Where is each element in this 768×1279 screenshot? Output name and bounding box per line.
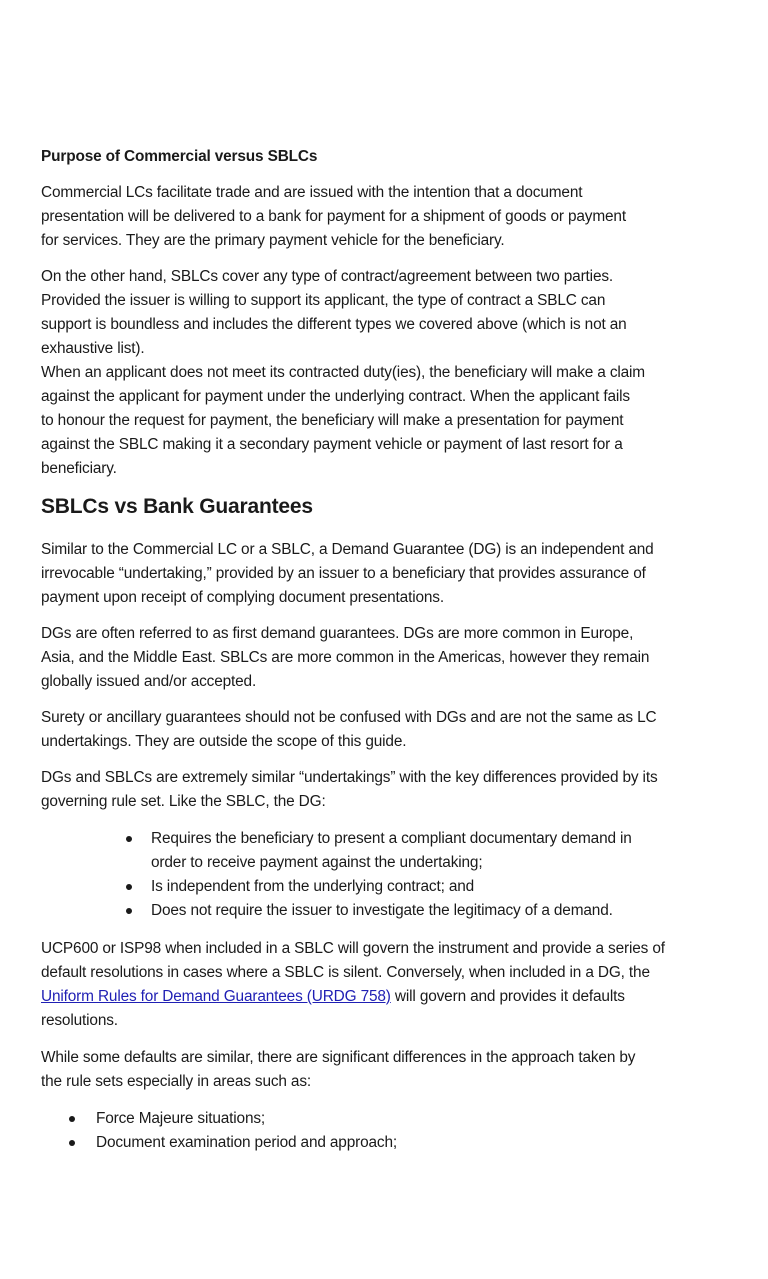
list-item-text: Is independent from the underlying contract; and bbox=[151, 878, 475, 895]
text-line: Similar to the Commercial LC or a SBLC, a Demand Guarantee (DG) is an independent and bbox=[41, 541, 654, 558]
list-item-text: Document examination period and approach; bbox=[96, 1134, 398, 1151]
text-line: to honour the request for payment, the beneficiary will make a presentation for payment bbox=[41, 412, 624, 429]
bullet-icon bbox=[126, 836, 132, 842]
text-line: for services. They are the primary payment vehicle for the beneficiary. bbox=[41, 232, 505, 249]
text-line: exhaustive list). bbox=[41, 340, 145, 357]
text-line: DGs and SBLCs are extremely similar “undertakings” with the key differences provided by its bbox=[41, 769, 658, 786]
text-line: Surety or ancillary guarantees should not be confused with DGs and are not the same as LC bbox=[41, 709, 657, 726]
urdg-758-link[interactable]: Uniform Rules for Demand Guarantees (URDG 758) bbox=[41, 988, 391, 1005]
text-line: payment upon receipt of complying document presentations. bbox=[41, 589, 444, 606]
list-item-text: Does not require the issuer to investigate the legitimacy of a demand. bbox=[151, 902, 613, 919]
text-line: While some defaults are similar, there are significant differences in the approach taken by bbox=[41, 1049, 636, 1066]
text-line: against the SBLC making it a secondary payment vehicle or payment of last resort for a bbox=[41, 436, 623, 453]
text-line: UCP600 or ISP98 when included in a SBLC will govern the instrument and provide a series of bbox=[41, 940, 665, 957]
heading-sblcs-vs-bank-guarantees: SBLCs vs Bank Guarantees bbox=[41, 495, 313, 518]
text-line: DGs are often referred to as first demand guarantees. DGs are more common in Europe, bbox=[41, 625, 634, 642]
subheading-purpose: Purpose of Commercial versus SBLCs bbox=[41, 148, 318, 165]
bullet-icon bbox=[69, 1140, 75, 1146]
text-line: presentation will be delivered to a bank for payment for a shipment of goods or payment bbox=[41, 208, 626, 225]
text-fragment: will govern and provides it defaults bbox=[390, 988, 625, 1005]
text-line: irrevocable “undertaking,” provided by an issuer to a beneficiary that provides assurance of bbox=[41, 565, 646, 582]
text-line: against the applicant for payment under the underlying contract. When the applicant fails bbox=[41, 388, 630, 405]
text-line: Commercial LCs facilitate trade and are issued with the intention that a document bbox=[41, 184, 583, 201]
text-line: Provided the issuer is willing to support its applicant, the type of contract a SBLC can bbox=[41, 292, 606, 309]
list-item-text: Requires the beneficiary to present a compliant documentary demand in bbox=[151, 830, 632, 847]
text-line: support is boundless and includes the different types we covered above (which is not an bbox=[41, 316, 627, 333]
text-line: resolutions. bbox=[41, 1012, 118, 1029]
text-line: the rule sets especially in areas such as: bbox=[41, 1073, 312, 1090]
list-item-text: Force Majeure situations; bbox=[96, 1110, 266, 1127]
text-line: On the other hand, SBLCs cover any type of contract/agreement between two parties. bbox=[41, 268, 614, 285]
text-line: beneficiary. bbox=[41, 460, 117, 477]
text-line: governing rule set. Like the SBLC, the DG: bbox=[41, 793, 326, 810]
text-line: globally issued and/or accepted. bbox=[41, 673, 257, 690]
text-line: Asia, and the Middle East. SBLCs are more common in the Americas, however they remain bbox=[41, 649, 650, 666]
bullet-icon bbox=[126, 884, 132, 890]
bullet-icon bbox=[69, 1116, 75, 1122]
text-line: undertakings. They are outside the scope of this guide. bbox=[41, 733, 407, 750]
text-line: When an applicant does not meet its contracted duty(ies), the beneficiary will make a claim bbox=[41, 364, 645, 381]
bullet-icon bbox=[126, 908, 132, 914]
list-item-text: order to receive payment against the undertaking; bbox=[151, 854, 483, 871]
text-line bbox=[41, 985, 625, 1009]
text-line: default resolutions in cases where a SBLC is silent. Conversely, when included in a DG, the bbox=[41, 964, 650, 981]
